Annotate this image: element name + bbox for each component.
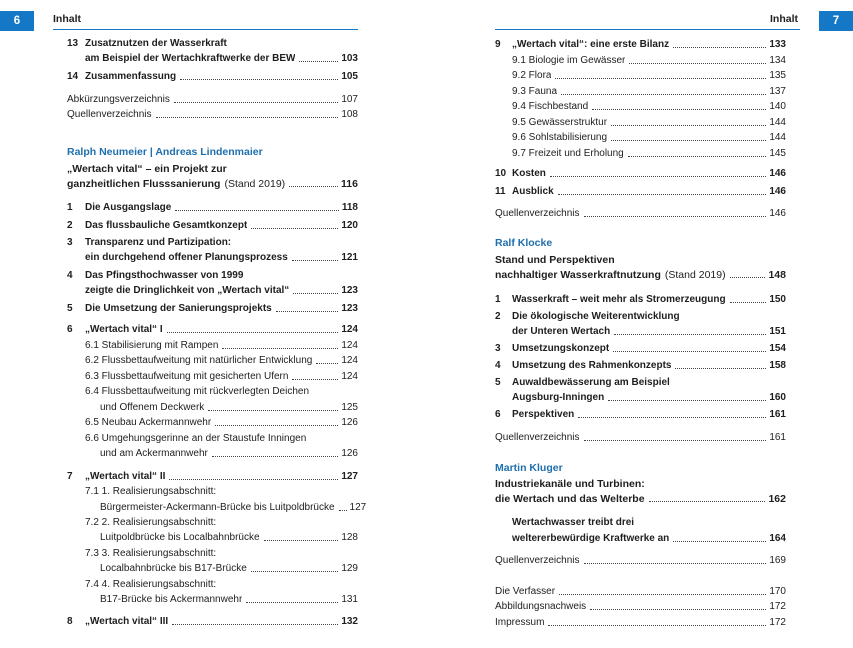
header-rule-left [53,29,358,30]
toc-entry[interactable]: Quellenverzeichnis 169 [495,555,786,566]
section-title-line[interactable]: die Wertach und das Welterbe 162 [495,493,786,505]
toc-entry[interactable]: 2 Die ökologische Weiterentwicklung [495,311,680,322]
toc-entry[interactable]: 9 „Wertach vital“: eine erste Bilanz 133 [495,39,786,50]
toc-entry[interactable]: Quellenverzeichnis 161 [495,432,786,443]
backmatter-entry[interactable]: Impressum 172 [495,617,786,628]
section-title-line[interactable]: nachhaltiger Wasserkraftnutzung (Stand 2019) 148 [495,269,786,281]
toc-subentry[interactable]: 9.2 Flora 135 [512,70,786,81]
toc-entry[interactable]: zeigte die Dringlichkeit von „Wertach vital“ 123 [85,285,358,296]
toc-entry[interactable]: 13 Zusatznutzen der Wasserkraft [67,38,227,49]
toc-entry[interactable]: am Beispiel der Wertachkraftwerke der BEW 103 [85,53,358,64]
toc-subentry[interactable]: 7.1 1. Realisierungsabschnitt: [85,486,217,497]
toc-subentry[interactable]: 7.2 2. Realisierungsabschnitt: [85,517,217,528]
toc-subentry[interactable]: 6.1 Stabilisierung mit Rampen 124 [85,340,358,351]
toc-subentry[interactable]: 9.3 Fauna 137 [512,86,786,97]
toc-entry[interactable]: 3 Transparenz und Partizipation: [67,237,232,248]
toc-entry[interactable]: 1 Die Ausgangslage 118 [67,202,358,213]
toc-entry[interactable]: 14 Zusammenfassung 105 [67,71,358,82]
toc-subentry[interactable]: Bürgermeister-Ackermann-Brücke bis Luitpoldbrücke 127 [100,502,367,513]
toc-entry[interactable]: 2 Das flussbauliche Gesamtkonzept 120 [67,220,358,231]
running-header-right: Inhalt [770,13,798,25]
section-title: „Wertach vital“ – ein Projekt zur [67,163,227,175]
toc-subentry[interactable]: 7.4 4. Realisierungsabschnitt: [85,579,217,590]
toc-subentry[interactable]: 9.4 Fischbestand 140 [512,101,786,112]
toc-subentry[interactable]: 9.1 Biologie im Gewässer 134 [512,55,786,66]
toc-entry[interactable]: 6 Perspektiven 161 [495,409,786,420]
toc-subentry[interactable]: 6.2 Flussbettaufweitung mit natürlicher Entwicklung 124 [85,355,358,366]
section-title-line[interactable]: ganzheitlichen Flusssanierung (Stand 2019) 116 [67,178,358,190]
toc-entry[interactable]: 1 Wasserkraft – weit mehr als Stromerzeugung 150 [495,294,786,305]
author-name: Martin Kluger [495,462,563,474]
section-title: Industriekanäle und Turbinen: [495,478,645,490]
toc-entry[interactable]: der Unteren Wertach 151 [512,326,786,337]
page-number-tab-left: 6 [0,11,34,31]
toc-subentry[interactable]: Luitpoldbrücke bis Localbahnbrücke 128 [100,532,358,543]
toc-entry[interactable]: 4 Das Pfingsthochwasser von 1999 [67,270,244,281]
author-name: Ralf Klocke [495,237,553,249]
toc-entry[interactable]: 6 „Wertach vital“ I 124 [67,324,358,335]
toc-entry[interactable]: Quellenverzeichnis 108 [67,109,358,120]
toc-subentry[interactable]: Localbahnbrücke bis B17-Brücke 129 [100,563,358,574]
toc-entry[interactable]: 5 Die Umsetzung der Sanierungsprojekts 123 [67,303,358,314]
toc-entry[interactable]: 11 Ausblick 146 [495,186,786,197]
toc-subentry[interactable]: 6.5 Neubau Ackermannwehr 126 [85,417,358,428]
toc-entry[interactable]: 5 Auwaldbewässerung am Beispiel [495,377,670,388]
toc-entry[interactable]: 10 Kosten 146 [495,168,786,179]
toc-subentry[interactable]: 7.3 3. Realisierungsabschnitt: [85,548,217,559]
toc-entry[interactable]: 8 „Wertach vital“ III 132 [67,616,358,627]
toc-entry[interactable]: weltererbewürdige Kraftwerke an 164 [512,533,786,544]
toc-entry[interactable]: 3 Umsetzungskonzept 154 [495,343,786,354]
toc-subentry[interactable]: und Offenem Deckwerk 125 [100,402,358,413]
page-number-tab-right: 7 [819,11,853,31]
author-name: Ralph Neumeier | Andreas Lindenmaier [67,146,263,158]
toc-subentry[interactable]: B17-Brücke bis Ackermannwehr 131 [100,594,358,605]
toc-entry[interactable]: Abkürzungsverzeichnis 107 [67,94,358,105]
toc-entry[interactable]: ein durchgehend offener Planungsprozess 121 [85,252,358,263]
toc-subentry[interactable]: 6.6 Umgehungsgerinne an der Staustufe Inningen [85,433,307,444]
toc-subentry[interactable]: 6.3 Flussbettaufweitung mit gesicherten Ufern 124 [85,371,358,382]
toc-subentry[interactable]: 9.5 Gewässerstruktur 144 [512,117,786,128]
toc-entry[interactable]: 7 „Wertach vital“ II 127 [67,471,358,482]
backmatter-entry[interactable]: Die Verfasser 170 [495,586,786,597]
toc-subentry[interactable]: 9.6 Sohlstabilisierung 144 [512,132,786,143]
toc-entry[interactable]: Wertachwasser treibt drei [512,517,635,528]
running-header-left: Inhalt [53,13,81,25]
toc-subentry[interactable]: 6.4 Flussbettaufweitung mit rückverlegten Deichen [85,386,310,397]
toc-entry[interactable]: 4 Umsetzung des Rahmenkonzepts 158 [495,360,786,371]
toc-entry[interactable]: Quellenverzeichnis 146 [495,208,786,219]
header-rule-right [495,29,800,30]
backmatter-entry[interactable]: Abbildungsnachweis 172 [495,601,786,612]
section-title: Stand und Perspektiven [495,254,615,266]
toc-subentry[interactable]: 9.7 Freizeit und Erholung 145 [512,148,786,159]
toc-subentry[interactable]: und am Ackermannwehr 126 [100,448,358,459]
toc-entry[interactable]: Augsburg-Inningen 160 [512,392,786,403]
